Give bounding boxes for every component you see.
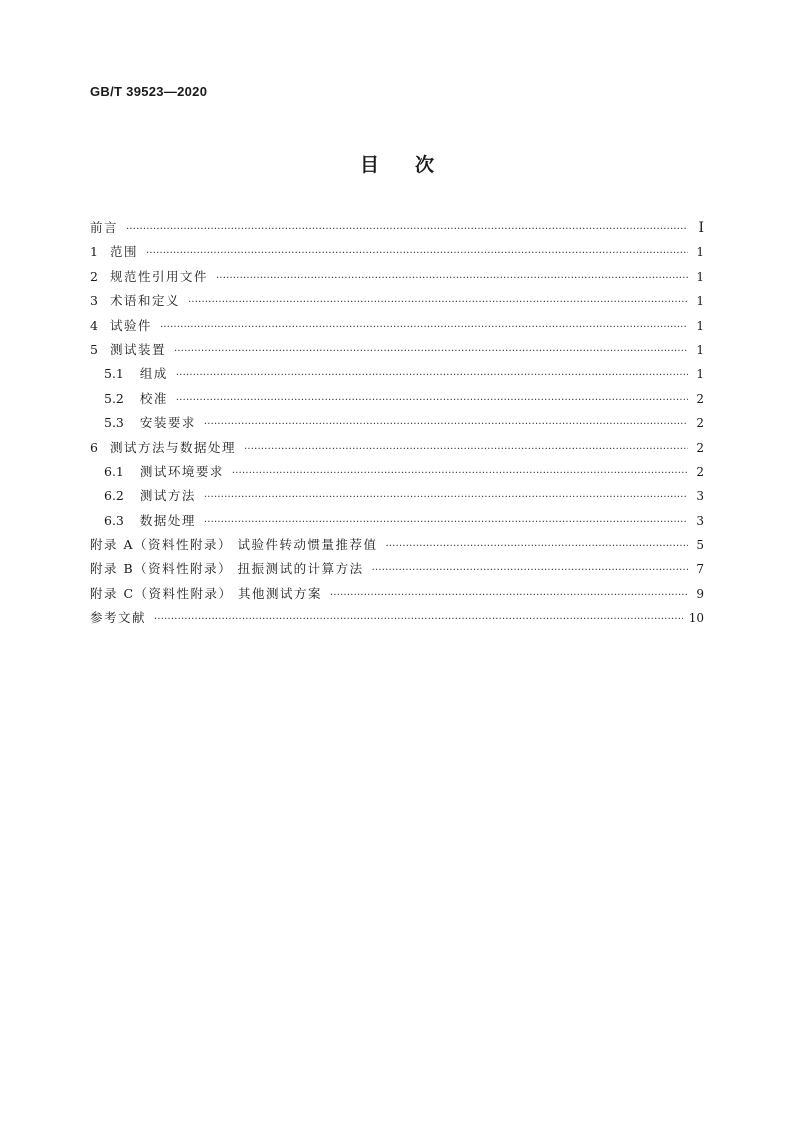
toc-entry[interactable]: [90, 484, 704, 508]
toc-entry-label: 组成: [139, 366, 168, 382]
toc-entry-label: 附录 A（资料性附录） 试验件转动惯量推荐值: [90, 537, 378, 553]
toc-entry-page: 1: [696, 342, 704, 357]
toc-entry[interactable]: [90, 362, 704, 386]
toc-entry-label: 附录 B（资料性附录） 扭振测试的计算方法: [90, 561, 364, 577]
toc-entry[interactable]: [90, 606, 704, 630]
toc-entry-page: 1: [696, 269, 704, 284]
toc-entry[interactable]: [90, 460, 704, 484]
toc-entry[interactable]: [90, 289, 704, 313]
toc-entry-label: 试验件: [109, 317, 152, 333]
toc-entry-number: 6.2: [104, 488, 124, 504]
toc-leader-dots: [232, 462, 688, 486]
toc-entry[interactable]: [90, 436, 704, 460]
toc-entry-page: 1: [696, 294, 704, 309]
toc-entry-page: 7: [696, 562, 704, 577]
toc-leader-dots: [176, 389, 688, 413]
toc-leader-dots: [204, 413, 688, 437]
toc-entry-label: 安装要求: [139, 415, 196, 431]
toc-leader-dots: [244, 438, 688, 462]
toc-entry[interactable]: [90, 509, 704, 533]
toc-entry-label: 数据处理: [139, 512, 196, 528]
toc-entry-page: Ⅰ: [698, 220, 704, 236]
toc-leader-dots: [216, 267, 688, 291]
toc-entry-number: 1: [90, 244, 98, 260]
toc-entry-label: 附录 C（资料性附录） 其他测试方案: [90, 585, 323, 601]
page-title: 目次: [359, 154, 470, 176]
toc-entry-page: 2: [696, 416, 704, 431]
toc-entry-number: 5.3: [104, 415, 124, 431]
toc-entry[interactable]: [90, 411, 704, 435]
toc-entry-number: 5: [90, 341, 98, 357]
table-of-contents: [90, 216, 704, 631]
toc-leader-dots: [188, 291, 688, 315]
toc-entry[interactable]: [90, 216, 704, 240]
toc-leader-dots: [146, 242, 688, 266]
toc-entry-number: 6: [90, 439, 98, 455]
toc-entry-label: 参考文献: [90, 610, 147, 626]
toc-entry-number: 5.2: [104, 390, 124, 406]
toc-entry-number: 5.1: [104, 366, 124, 382]
toc-leader-dots: [174, 340, 688, 364]
toc-leader-dots: [160, 316, 688, 340]
toc-entry[interactable]: [90, 533, 704, 557]
toc-entry-label: 测试装置: [109, 341, 166, 357]
toc-entry[interactable]: [90, 582, 704, 606]
toc-entry-page: 3: [696, 513, 704, 528]
toc-leader-dots: [204, 486, 688, 510]
toc-entry-page: 1: [696, 318, 704, 333]
toc-leader-dots: [204, 511, 688, 535]
toc-entry-label: 测试环境要求: [139, 463, 224, 479]
toc-entry[interactable]: [90, 387, 704, 411]
toc-entry-label: 测试方法: [139, 488, 196, 504]
toc-entry-label: 范围: [109, 244, 138, 260]
toc-entry-label: 术语和定义: [109, 293, 180, 309]
toc-leader-dots: [330, 584, 688, 608]
toc-entry-page: 5: [696, 538, 704, 553]
toc-leader-dots: [372, 559, 688, 583]
toc-entry-number: 6.3: [104, 512, 124, 528]
toc-entry-page: 10: [688, 611, 704, 626]
toc-leader-dots: [385, 535, 688, 559]
toc-entry-number: 2: [90, 268, 98, 284]
toc-entry[interactable]: [90, 240, 704, 264]
toc-entry-number: 4: [90, 317, 98, 333]
toc-entry-page: 9: [696, 586, 704, 601]
toc-entry[interactable]: [90, 557, 704, 581]
toc-leader-dots: [126, 218, 688, 242]
toc-entry-number: 6.1: [104, 463, 124, 479]
toc-entry-number: 3: [90, 293, 98, 309]
toc-entry-page: 2: [696, 391, 704, 406]
toc-leader-dots: [176, 364, 688, 388]
standard-number: GB/T 39523—2020: [90, 84, 208, 99]
toc-entry-label: 规范性引用文件: [109, 268, 208, 284]
toc-entry-label: 测试方法与数据处理: [109, 439, 236, 455]
toc-entry-page: 2: [696, 440, 704, 455]
toc-entry[interactable]: [90, 265, 704, 289]
toc-entry-page: 1: [696, 367, 704, 382]
toc-entry-page: 2: [696, 464, 704, 479]
toc-entry-page: 3: [696, 489, 704, 504]
toc-leader-dots: [154, 608, 683, 632]
toc-entry-page: 1: [696, 245, 704, 260]
toc-entry[interactable]: [90, 338, 704, 362]
toc-entry[interactable]: [90, 314, 704, 338]
toc-entry-label: 校准: [139, 390, 168, 406]
toc-entry-label: 前言: [90, 220, 119, 235]
